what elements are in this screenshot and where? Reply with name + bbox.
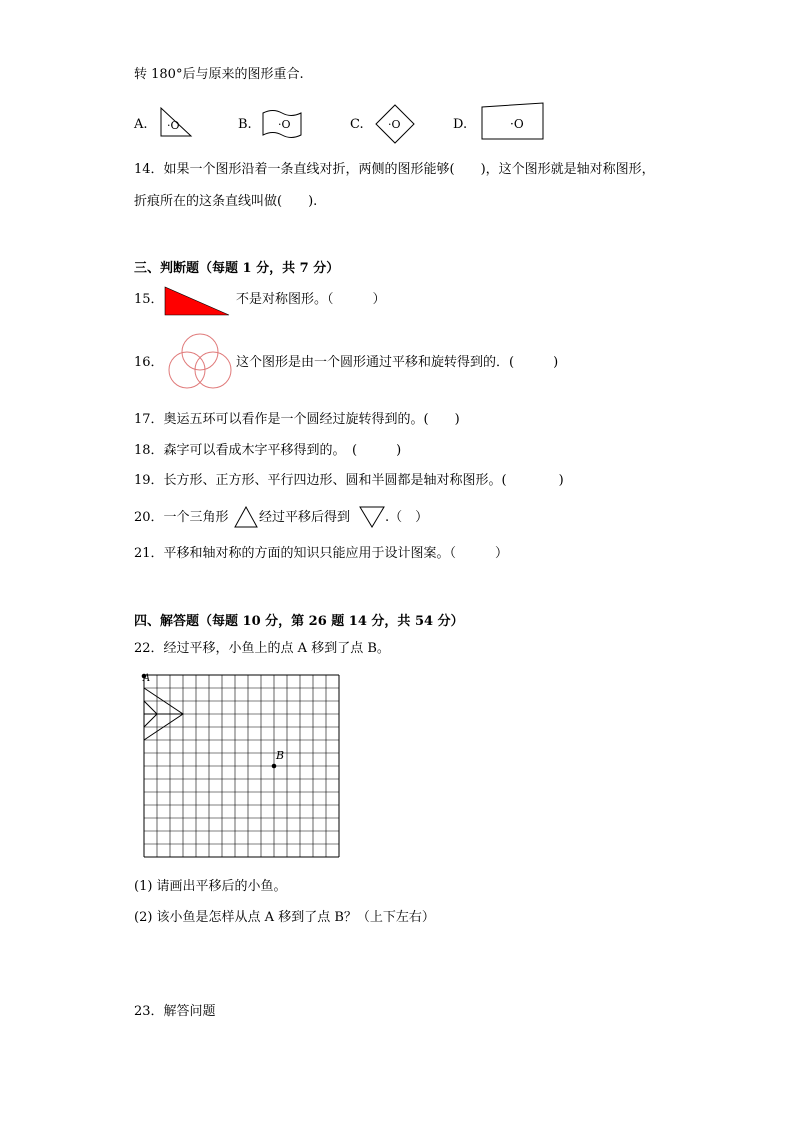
option-a-center: ·O	[167, 119, 180, 132]
option-a-figure	[158, 105, 194, 139]
option-c-label: C.	[350, 117, 364, 132]
q22-sub1: (1) 请画出平移后的小鱼。	[134, 879, 287, 894]
q20-text-pre: 20．一个三角形	[134, 510, 229, 525]
point-b-dot	[272, 764, 277, 769]
q20-text-post: .（ ）	[385, 510, 429, 525]
option-b-label: B.	[238, 117, 252, 132]
section-3-heading: 三、判断题（每题 1 分，共 7 分）	[134, 261, 340, 276]
option-d-center: ·O	[510, 117, 524, 131]
q20-triangle-up-icon	[233, 505, 259, 529]
q16-text: 这个图形是由一个圆形通过平移和旋转得到的．( )	[236, 355, 559, 370]
q21-text: 21．平移和轴对称的方面的知识只能应用于设计图案。（ ）	[134, 546, 509, 561]
q15-red-triangle	[163, 285, 231, 317]
q19-text: 19．长方形、正方形、平行四边形、圆和半圆都是轴对称图形。( )	[134, 473, 564, 488]
q14-line1: 14．如果一个图形沿着一条直线对折，两侧的图形能够( )，这个图形就是轴对称图形，	[134, 162, 655, 177]
option-d-label: D.	[453, 117, 468, 132]
q16-three-circles	[163, 330, 239, 392]
q20-triangle-down-icon	[358, 505, 386, 529]
q15-text: 不是对称图形。（ ）	[236, 292, 386, 307]
option-a-label: A.	[134, 117, 148, 132]
q22-grid	[143, 674, 339, 858]
option-c-figure	[374, 103, 416, 145]
grid-point-a-label: A	[143, 673, 151, 684]
option-b-center: ·O	[278, 118, 291, 131]
q13-tail-text: 转 180°后与原来的图形重合.	[134, 67, 304, 82]
q20-text-mid: 经过平移后得到	[259, 510, 351, 525]
option-c-center: ·O	[388, 118, 401, 131]
q14-line2: 折痕所在的这条直线叫做( ).	[134, 194, 318, 209]
q18-text: 18．森字可以看成木字平移得到的。 ( )	[134, 443, 402, 458]
q17-text: 17．奥运五环可以看作是一个圆经过旋转得到的。( )	[134, 412, 460, 427]
section-4-heading: 四、解答题（每题 10 分，第 26 题 14 分，共 54 分）	[134, 614, 464, 629]
q15-number: 15．	[134, 292, 164, 307]
grid-point-b-label: B	[276, 749, 285, 762]
q16-number: 16．	[134, 355, 164, 370]
option-d-figure	[480, 101, 546, 143]
option-b-figure	[260, 107, 304, 141]
q22-sub2: (2) 该小鱼是怎样从点 A 移到了点 B？（上下左右）	[134, 910, 435, 925]
q23-text: 23．解答问题	[134, 1004, 216, 1019]
q22-text: 22．经过平移，小鱼上的点 A 移到了点 B。	[134, 641, 390, 656]
